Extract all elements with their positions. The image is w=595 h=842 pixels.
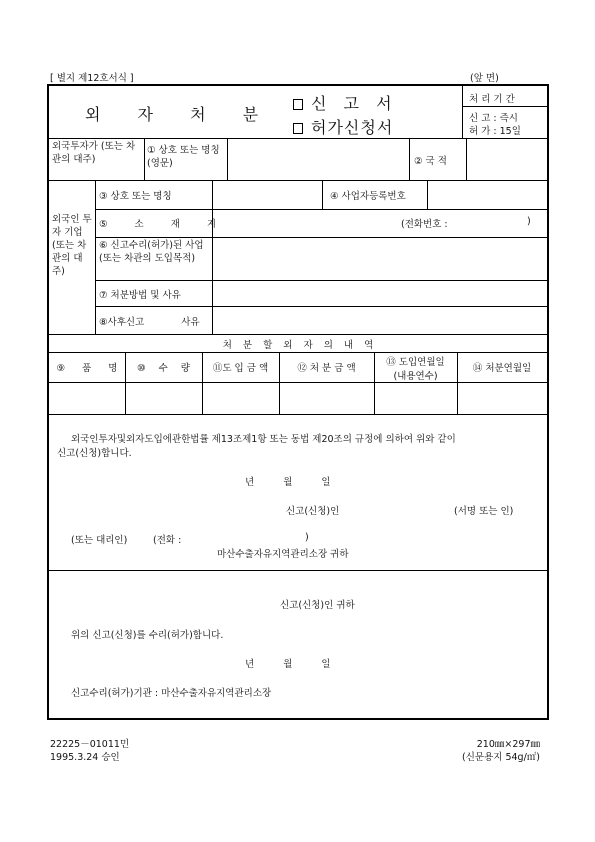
footer-left — [50, 738, 129, 764]
acceptance-addressee: 신고(신청)인 귀하 — [280, 600, 355, 611]
approval-date: 1995.3.24 승인 — [50, 752, 120, 763]
col-quantity: ⑩ 수 량 — [137, 363, 190, 374]
col-useful-life: (내용연수) — [393, 371, 438, 382]
method-field[interactable] — [215, 282, 545, 304]
option-report — [293, 91, 398, 114]
divider — [49, 570, 547, 571]
statement-line1: 외국인투자및외자도입에관한법률 제13조제1항 또는 동법 제20조의 규정에 의하여 위와 같이 — [71, 434, 456, 445]
statement-line2: 신고(신청)합니다. — [57, 448, 132, 459]
business-field[interactable] — [215, 239, 545, 278]
divider — [49, 352, 547, 353]
col-disposal-date: ⑭ 처분연월일 — [472, 363, 532, 374]
divider — [462, 106, 547, 107]
col-disposal-amount: ⑫ 처 분 금 액 — [297, 363, 356, 374]
divider — [322, 180, 323, 209]
form-number: [ 별지 제12호서식 ] — [50, 73, 134, 84]
divider — [49, 180, 547, 181]
bizreg-field[interactable] — [429, 182, 545, 207]
applicant-label: 신고(신청)인 — [286, 506, 340, 517]
processing-period-label: 처 리 기 간 — [469, 94, 515, 105]
nationality-label: ② 국 적 — [414, 156, 447, 167]
divider — [95, 306, 547, 307]
signature-label: (서명 또는 인) — [454, 506, 514, 517]
recipient: 마산수출자유지역관리소장 귀하 — [217, 549, 349, 560]
investor-name-field[interactable] — [231, 140, 407, 178]
disposal-section-title: 처 분 할 외 자 의 내 역 — [222, 340, 374, 351]
acceptance-authority: 신고수리(허가)기관 : 마산수출자유지역관리소장 — [71, 688, 272, 699]
phone-label: (전화번호 : — [401, 219, 448, 230]
cell-disposal-amount[interactable] — [281, 384, 372, 412]
divider — [95, 237, 547, 238]
divider — [49, 334, 547, 335]
option-permit — [293, 115, 393, 138]
divider — [49, 414, 547, 415]
cell-import-amount[interactable] — [204, 384, 277, 412]
investor-name-label: ① 상호 또는 명칭(영문) — [147, 145, 220, 169]
checkbox-report[interactable] — [293, 99, 303, 110]
footer-right — [430, 738, 540, 764]
divider — [427, 180, 428, 209]
investor-label: 외국투자가 (또는 차관의 대주) — [52, 141, 136, 165]
processing-permit: 허 가 : 15일 — [469, 126, 521, 137]
page-side: (앞 면) — [470, 73, 499, 84]
form-title: 외 자 처 분 — [85, 105, 275, 124]
option-permit-label: 허가신청서 — [311, 118, 394, 137]
followup-label: ⑧사후신고 사유 — [99, 317, 200, 328]
divider — [144, 138, 145, 180]
divider — [227, 138, 228, 180]
divider — [95, 209, 547, 210]
company-label: 외국인 투자 기업 (또는 차관의 대주) — [52, 214, 92, 277]
business-label: ⑥ 신고수리(허가)된 사업(또는 차관의 도입목적) — [99, 240, 204, 264]
cell-disposal-date[interactable] — [459, 384, 545, 412]
bizreg-label: ④ 사업자등록번호 — [330, 191, 406, 202]
method-label: ⑦ 처분방법 및 사유 — [99, 290, 181, 301]
nationality-field[interactable] — [470, 140, 546, 178]
option-report-label: 신 고 서 — [311, 94, 398, 113]
divider — [49, 382, 547, 383]
company-name-field[interactable] — [215, 182, 320, 207]
report-form — [47, 84, 549, 720]
processing-report: 신 고 : 즉시 — [469, 113, 518, 124]
cell-item-name[interactable] — [51, 384, 123, 412]
divider — [409, 138, 410, 180]
cell-quantity[interactable] — [127, 384, 200, 412]
agent-phone-open: (전화 : — [153, 535, 182, 546]
agent-phone-close: ) — [305, 532, 309, 543]
divider — [49, 138, 547, 139]
acceptance-statement: 위의 신고(신청)를 수리(허가)합니다. — [71, 630, 224, 641]
cell-import-date[interactable] — [376, 384, 455, 412]
declaration-date: 년 월 일 — [245, 477, 331, 488]
divider — [212, 180, 213, 334]
col-item-name: ⑨ 품 명 — [56, 363, 118, 374]
col-import-amount: ⑪도 입 금 액 — [212, 363, 269, 374]
company-name-label: ③ 상호 또는 명칭 — [99, 191, 172, 202]
acceptance-date: 년 월 일 — [245, 659, 331, 670]
paper-size: 210㎜×297㎜ — [476, 739, 540, 750]
form-code: 22225－01011민 — [50, 739, 130, 750]
divider — [95, 180, 96, 334]
col-import-date: ⑬ 도입연월일 — [386, 357, 445, 368]
checkbox-permit[interactable] — [293, 123, 303, 134]
location-label: ⑤ 소 재 지 — [99, 219, 217, 230]
followup-field[interactable] — [215, 308, 545, 332]
paper-type: (신문용지 54g/㎡) — [462, 752, 540, 763]
divider — [95, 280, 547, 281]
phone-close: ) — [527, 216, 531, 227]
divider — [466, 138, 467, 180]
divider — [462, 86, 463, 138]
agent-label: (또는 대리인) — [71, 535, 128, 546]
location-field[interactable] — [215, 211, 545, 235]
